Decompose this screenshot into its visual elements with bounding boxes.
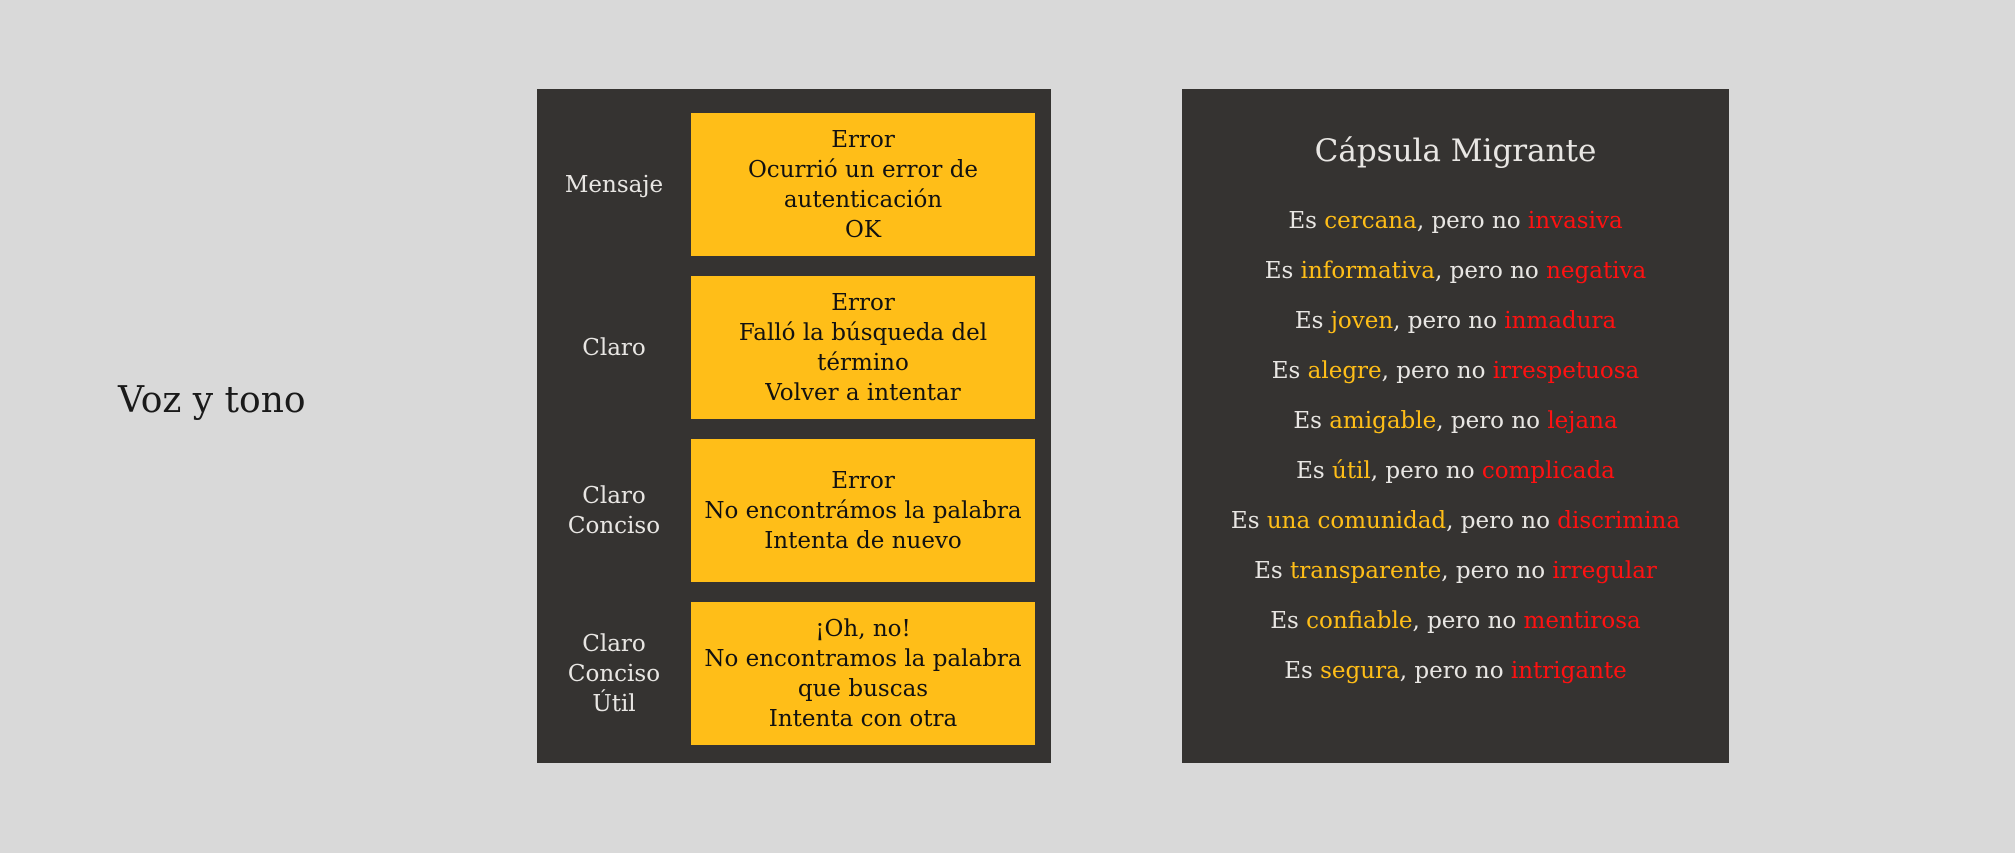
message-line: Falló la búsqueda del término [738,319,988,376]
principle-item [1182,256,1729,306]
negative-trait: irrespetuosa [1492,358,1640,384]
principle-connector: , pero no [1441,558,1553,584]
principle-prefix: Es [1294,308,1331,334]
voice-examples-panel [537,89,1051,763]
principle-connector: , pero no [1436,408,1548,434]
example-row-claro-conciso [537,439,1051,582]
principle-item [1182,306,1729,356]
negative-trait: mentirosa [1523,608,1641,634]
principle-prefix: Es [1230,508,1267,534]
message-line: Error [831,126,895,153]
principle-prefix: Es [1293,408,1330,434]
example-row-claro-conciso-util [537,602,1051,745]
positive-trait: útil [1332,458,1371,484]
principle-prefix: Es [1284,658,1321,684]
label-line: Claro [582,630,646,657]
message-example-card [691,439,1035,582]
negative-trait: invasiva [1527,208,1623,234]
positive-trait: segura [1320,658,1400,684]
label-line: Conciso [567,660,661,687]
positive-trait: transparente [1289,558,1442,584]
principle-connector: , pero no [1435,258,1547,284]
negative-trait: negativa [1546,258,1647,284]
principle-item [1182,406,1729,456]
principle-item [1182,456,1729,506]
negative-trait: irregular [1552,558,1657,584]
negative-trait: discrimina [1557,508,1681,534]
positive-trait: cercana [1324,208,1417,234]
principles-list [1182,206,1729,706]
label-line: Claro [582,334,646,361]
principles-title: Cápsula Migrante [1314,133,1597,169]
message-line: que buscas [797,675,929,702]
positive-trait: confiable [1306,608,1413,634]
principle-prefix: Es [1254,558,1290,584]
page-title: Voz y tono [118,380,306,421]
principle-item [1182,206,1729,256]
message-line: No encontramos la palabra [704,645,1022,672]
message-line: Ocurrió un error de [747,156,979,183]
principle-connector: , pero no [1416,208,1528,234]
message-line: Error [831,467,895,494]
positive-trait: alegre [1307,358,1382,384]
row-label [537,113,691,256]
positive-trait: amigable [1329,408,1437,434]
message-line: Intenta de nuevo [764,527,962,554]
principle-connector: , pero no [1399,658,1511,684]
principle-prefix: Es [1288,208,1325,234]
message-line: Error [831,289,895,316]
principle-connector: , pero no [1381,358,1493,384]
principle-prefix: Es [1296,458,1332,484]
row-label [537,602,691,745]
principle-connector: , pero no [1412,608,1524,634]
principle-item [1182,506,1729,556]
principle-item [1182,656,1729,706]
positive-trait: informativa [1300,258,1435,284]
principle-item [1182,356,1729,406]
principle-connector: , pero no [1446,508,1558,534]
row-label [537,276,691,419]
message-line: autenticación [783,186,943,213]
principle-prefix: Es [1270,608,1307,634]
label-line: Mensaje [564,171,664,198]
negative-trait: inmadura [1504,308,1617,334]
message-line: Volver a intentar [765,379,961,406]
label-line: Conciso [567,512,661,539]
message-example-card [691,602,1035,745]
principle-prefix: Es [1271,358,1308,384]
label-line: Claro [582,482,646,509]
positive-trait: una comunidad [1266,508,1447,534]
example-row-claro [537,276,1051,419]
message-line: OK [844,216,882,243]
label-line: Útil [592,690,636,717]
negative-trait: lejana [1547,408,1618,434]
positive-trait: joven [1330,308,1394,334]
brand-principles-panel [1182,89,1729,763]
principle-connector: , pero no [1370,458,1482,484]
negative-trait: intrigante [1510,658,1627,684]
principle-prefix: Es [1264,258,1301,284]
message-line: ¡Oh, no! [815,615,911,642]
message-example-card [691,113,1035,256]
message-line: Intenta con otra [768,705,958,732]
principle-connector: , pero no [1393,308,1505,334]
example-row-mensaje [537,113,1051,256]
message-example-card [691,276,1035,419]
row-label [537,439,691,582]
principle-item [1182,606,1729,656]
principle-item [1182,556,1729,606]
message-line: No encontrámos la palabra [704,497,1022,524]
negative-trait: complicada [1481,458,1615,484]
